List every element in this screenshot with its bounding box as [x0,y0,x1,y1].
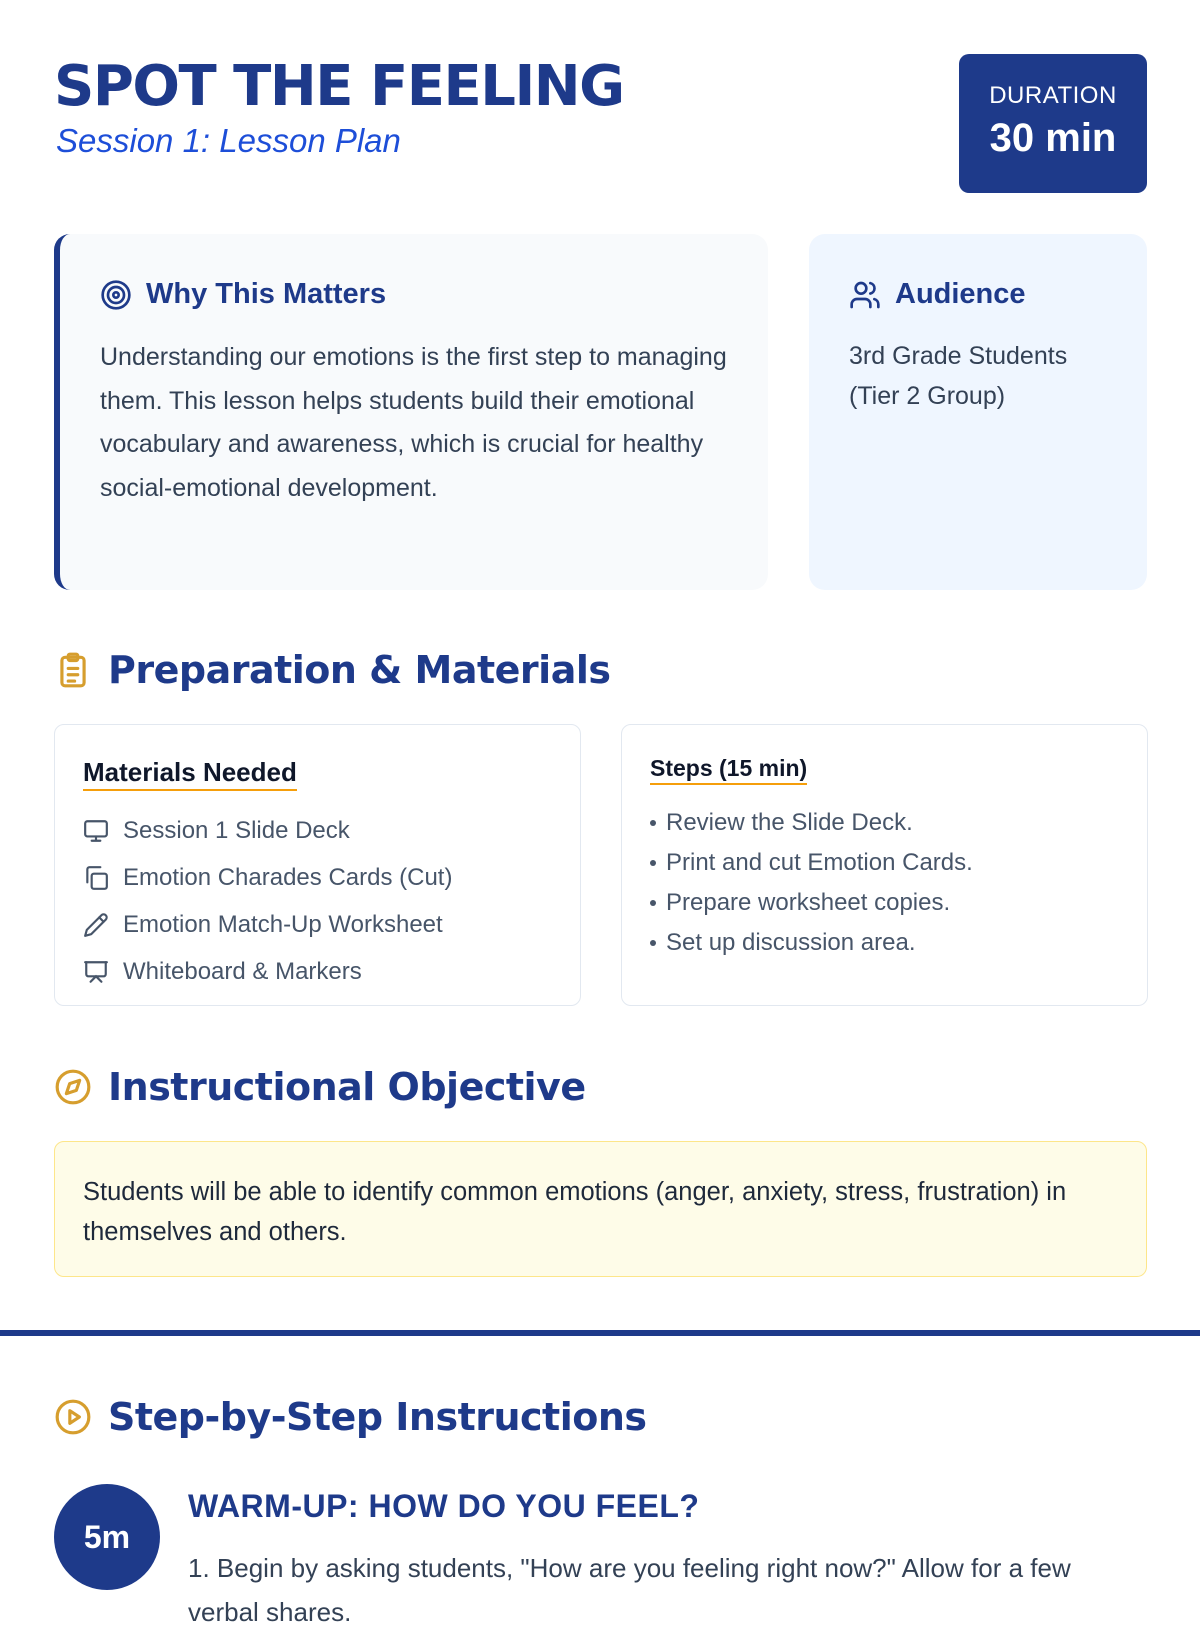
instructions-heading [54,1395,647,1439]
bullet [650,860,656,866]
why-card [54,234,768,590]
step-title: WARM-UP: HOW DO YOU FEEL? [188,1488,700,1524]
step-text: 1. Begin by asking students, "How are you feeling right now?" Allow for a few verbal shares. [188,1553,1071,1627]
list-item [650,923,973,963]
audience-heading [849,278,1026,311]
clipboard-icon [54,651,92,689]
materials-list [83,807,452,995]
list-item [650,803,973,843]
prep-step-text: Prepare worksheet copies. [666,889,951,916]
list-item [83,807,452,854]
target-icon [100,279,132,311]
steps-title: Steps (15 min) [650,755,807,785]
objective-heading [54,1065,586,1109]
objective-heading-text: Instructional Objective [108,1065,586,1109]
prep-step-text: Review the Slide Deck. [666,809,913,836]
page-subtitle: Session 1: Lesson Plan [56,122,401,159]
material-label: Whiteboard & Markers [123,957,362,985]
list-item [83,901,452,948]
material-label: Session 1 Slide Deck [123,816,350,844]
materials-title: Materials Needed [83,757,297,791]
duration-value: 30 min [989,116,1117,160]
duration-badge [959,54,1147,193]
pencil-icon [83,912,109,938]
objective-box: Students will be able to identify common emotions (anger, anxiety, stress, frustration) in themselves and others. [54,1141,1147,1277]
duration-label: DURATION [989,82,1117,109]
instructions-heading-text: Step-by-Step Instructions [108,1395,647,1439]
audience-card [809,234,1147,590]
list-item [83,948,452,995]
audience-heading-text: Audience [895,278,1026,310]
page-title: SPOT THE FEELING [54,54,624,119]
list-item [83,854,452,901]
why-heading-text: Why This Matters [146,278,387,310]
section-divider [0,1330,1200,1336]
bullet [650,900,656,906]
why-heading [100,278,386,311]
audience-body: 3rd Grade Students (Tier 2 Group) [849,342,1068,410]
users-icon [849,279,881,311]
bullet [650,940,656,946]
material-label: Emotion Match-Up Worksheet [123,910,443,938]
prep-step-text: Set up discussion area. [666,929,916,956]
prep-heading [54,648,610,692]
play-circle-icon [54,1398,92,1436]
prep-heading-text: Preparation & Materials [108,648,611,692]
list-item [650,843,973,883]
step-time-badge: 5m [54,1484,160,1590]
bullet [650,820,656,826]
material-label: Emotion Charades Cards (Cut) [123,863,453,891]
list-item [650,883,973,923]
prep-step-text: Print and cut Emotion Cards. [666,849,973,876]
copy-icon [83,865,109,891]
presentation-icon [83,959,109,985]
steps-list [650,803,973,963]
steps-box [621,724,1148,1006]
materials-box [54,724,581,1006]
why-body: Understanding our emotions is the first step to managing them. This lesson helps students build their emotional vocabulary and awareness, which is crucial for healthy social-emotional development. [100,343,727,502]
monitor-icon [83,818,109,844]
compass-icon [54,1068,92,1106]
